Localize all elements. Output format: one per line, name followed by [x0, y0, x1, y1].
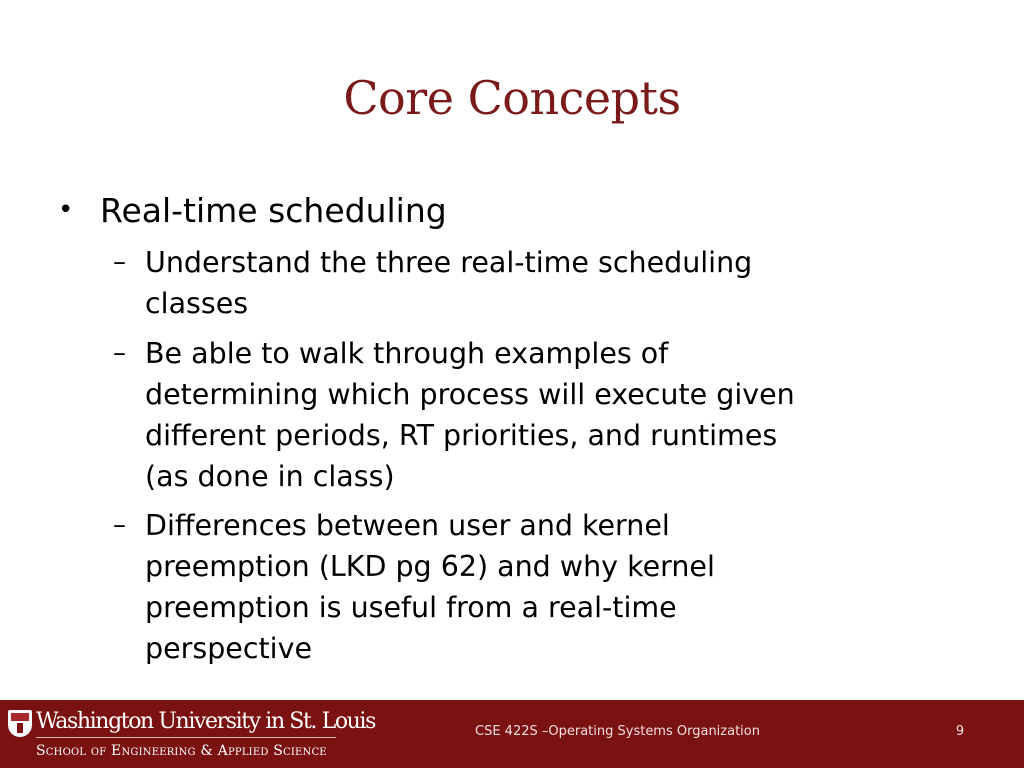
sub-item-2-line-3: different periods, RT priorities, and runtimes	[145, 419, 778, 452]
sub-bullet-marker: –	[113, 510, 126, 540]
slide-number: 9	[955, 724, 965, 739]
sub-item-3-line-3: preemption is useful from a real-time	[145, 591, 677, 624]
bullet-real-time-scheduling: Real-time scheduling	[100, 191, 447, 230]
sub-item-2-line-2: determining which process will execute given	[145, 378, 795, 411]
sub-bullet-marker: –	[113, 338, 126, 368]
footer-band	[0, 700, 1024, 768]
sub-item-1-line-1: Understand the three real-time scheduling	[145, 246, 753, 279]
sub-bullet-marker: –	[113, 247, 126, 277]
logo-divider	[36, 737, 336, 738]
course-name: CSE 422S –Operating Systems Organization	[475, 724, 760, 739]
sub-item-2-line-4: (as done in class)	[145, 460, 395, 493]
logo-university-name: Washington University in St. Louis	[36, 709, 375, 734]
logo-school-name: School of Engineering & Applied Science	[36, 743, 327, 759]
sub-item-3-line-2: preemption (LKD pg 62) and why kernel	[145, 550, 715, 583]
university-logo	[6, 706, 375, 762]
sub-item-1-line-2: classes	[145, 287, 249, 320]
sub-item-3-line-4: perspective	[145, 632, 312, 665]
slide-title: Core Concepts	[343, 71, 681, 125]
shield-icon	[8, 710, 32, 737]
sub-item-2-line-1: Be able to walk through examples of	[145, 337, 669, 370]
sub-item-3-line-1: Differences between user and kernel	[145, 509, 670, 542]
bullet-marker: •	[58, 195, 74, 225]
